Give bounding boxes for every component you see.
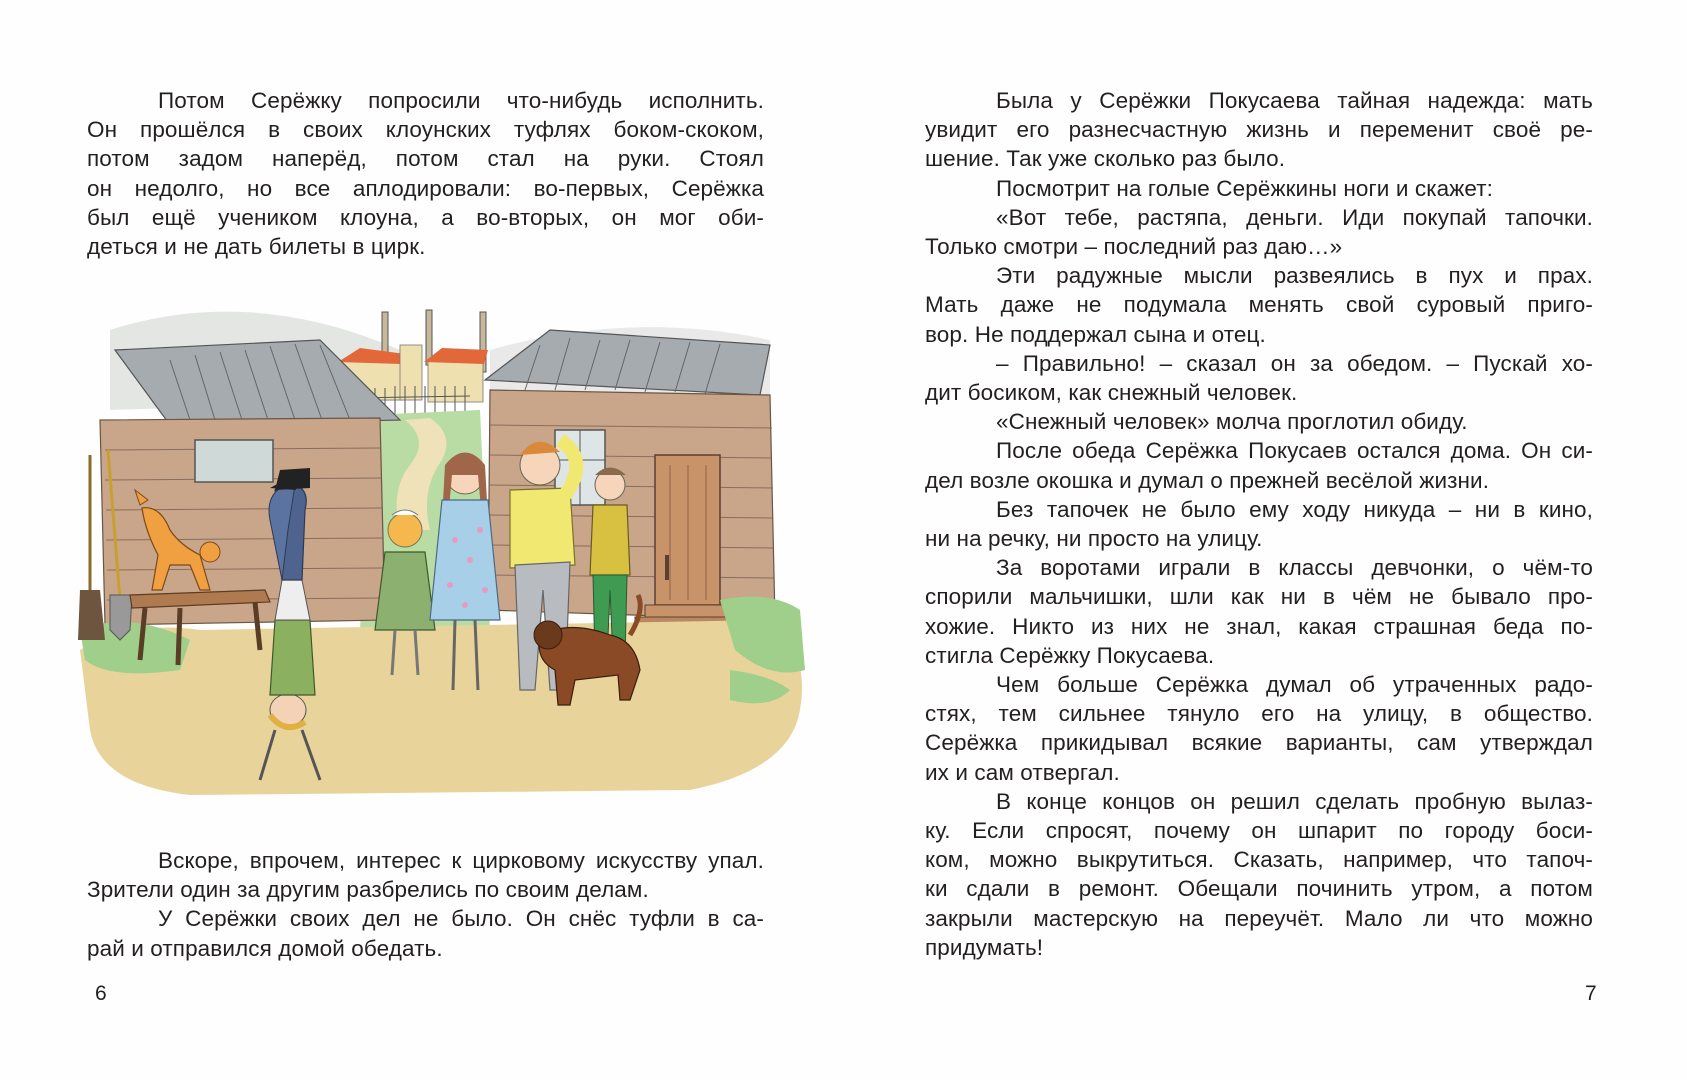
text-line: Он прошёлся в своих клоунских туфлях боком-скоком, [87, 117, 764, 143]
text-line: Мать даже не подумала менять свой суровый приго- [925, 292, 1593, 318]
paragraph [925, 86, 1593, 174]
text-line: После обеда Серёжка Покусаев остался дома. Он си- [996, 438, 1593, 464]
text-line: деться и не дать билеты в цирк. [87, 234, 426, 260]
text-line: ни на речку, ни просто на улицу. [925, 526, 1263, 552]
paragraph [925, 787, 1593, 962]
text-line: «Снежный человек» молча проглотил обиду. [996, 409, 1468, 435]
text-line: Серёжка прикидывал всякие варианты, сам утверждал [925, 730, 1593, 756]
paragraph [87, 86, 764, 261]
text-line: Только смотри – последний раз даю…» [925, 234, 1343, 260]
illustration-handstand-courtyard [70, 290, 810, 810]
text-line: вор. Не поддержал сына и отец. [925, 321, 1266, 347]
text-line: Была у Серёжки Покусаева тайная надежда: мать [996, 88, 1593, 113]
paragraph [87, 904, 764, 962]
paragraph [925, 670, 1593, 787]
paragraph [925, 174, 1593, 203]
right-page [843, 0, 1687, 1080]
text-line: За воротами играли в классы девчонки, о чём-то [996, 555, 1593, 581]
text-line: Потом Серёжку попросили что-нибудь исполнить. [158, 88, 764, 113]
illustration-drawing [70, 290, 810, 810]
text-line: ку. Если спросят, почему он шпарит по городу боси- [925, 818, 1593, 844]
text-line: стигла Серёжку Покусаева. [925, 642, 1215, 668]
text-line: он недолго, но все аплодировали: во-первых, Серёжка [87, 175, 764, 201]
text-line: – Правильно! – сказал он за обедом. – Пускай хо- [996, 350, 1593, 376]
text-line: потом задом наперёд, потом стал на руки. Стоял [87, 146, 764, 172]
paragraph [925, 407, 1593, 436]
left-page [0, 0, 843, 1080]
text-line: придумать! [925, 934, 1044, 960]
paragraph [925, 495, 1593, 553]
text-line: закрыли мастерскую на переучёт. Мало ли что можно [925, 905, 1593, 931]
paragraph [925, 203, 1593, 261]
text-line: рай и отправился домой обедать. [87, 935, 443, 961]
text-line: ки сдали в ремонт. Обещали починить утром, а потом [925, 876, 1593, 902]
paragraph [925, 553, 1593, 670]
text-line: стях, тем сильнее тянуло его на улицу, в общество. [925, 701, 1593, 727]
text-line: шение. Так уже сколько раз было. [925, 146, 1286, 172]
text-line: У Серёжки своих дел не было. Он снёс туфли в са- [158, 906, 764, 932]
left-page-top-text [87, 86, 764, 261]
text-line: ком, можно выкрутиться. Сказать, например, что тапоч- [925, 847, 1593, 873]
page-number-left: 6 [95, 982, 107, 1005]
text-line: спорили мальчишки, шли как ни в чём не бывало про- [925, 584, 1593, 610]
paragraph [925, 261, 1593, 349]
paragraph [925, 436, 1593, 494]
text-line: был ещё учеником клоуна, а во-вторых, он мог оби- [87, 204, 764, 230]
text-line: Без тапочек не было ему ходу никуда – ни в кино, [996, 496, 1593, 522]
page-number-right: 7 [1585, 982, 1597, 1005]
text-line: Зрители один за другим разбрелись по своим делам. [87, 877, 649, 903]
paragraph [925, 349, 1593, 407]
text-line: Посмотрит на голые Серёжкины ноги и скажет: [996, 175, 1494, 201]
text-line: В конце концов он решил сделать пробную вылаз- [996, 788, 1593, 814]
text-line: «Вот тебе, растяпа, деньги. Иди покупай тапочки. [996, 204, 1593, 230]
text-line: Эти радужные мысли развеялись в пух и прах. [996, 263, 1593, 289]
text-line: хожие. Никто из них не знал, какая страшная беда по- [925, 613, 1593, 639]
text-line: Чем больше Серёжка думал об утраченных радо- [996, 672, 1593, 698]
text-line: их и сам отвергал. [925, 759, 1120, 785]
right-page-text [925, 86, 1593, 962]
text-line: Вскоре, впрочем, интерес к цирковому искусству упал. [158, 848, 764, 873]
paragraph [87, 846, 764, 904]
left-page-bottom-text [87, 846, 764, 963]
text-line: дит босиком, как снежный человек. [925, 380, 1298, 406]
text-line: дел возле окошка и думал о прежней весёлой жизни. [925, 467, 1490, 493]
text-line: увидит его разнесчастную жизнь и переменит своё ре- [925, 117, 1593, 143]
